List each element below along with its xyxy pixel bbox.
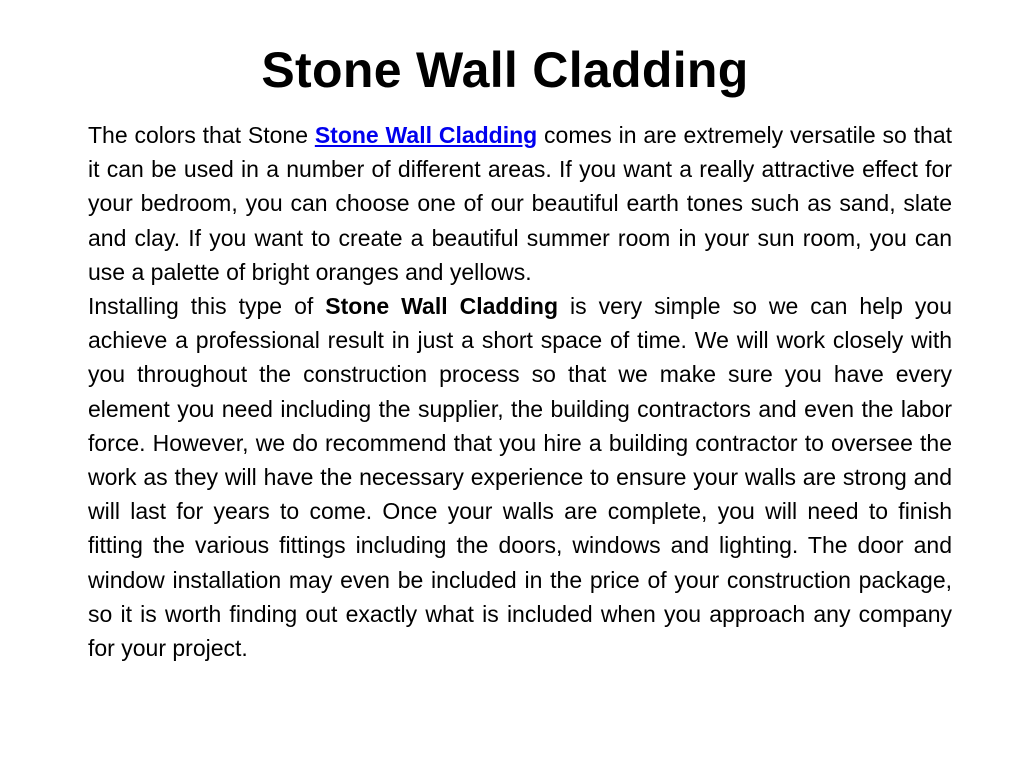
paragraph-installing	[88, 289, 952, 665]
stone-wall-cladding-link[interactable]: Stone Wall Cladding	[314, 122, 538, 148]
paragraph-1-intro: The colors that Stone	[88, 122, 315, 148]
paragraph-1-body: comes in are extremely versatile so that it can be used in a number of different areas. If you want a really attractive effect for your bedroom, you can choose one of our beautiful earth tones such as sand, slate and clay. If you want to create a beautiful summer room in your sun room, you can use a palette of bright oranges and yellows.	[88, 122, 952, 285]
stone-wall-cladding-keyword: Stone Wall Cladding	[325, 293, 559, 320]
paragraph-2-body: is very simple so we can help you achieve a professional result in just a short space of time. We will work closely with you throughout the construction process so that we make sure you have every element you need including the supplier, the building contractors and even the labor force. However, we do recommend that you hire a building contractor to oversee the work as they will have the necessary experience to ensure your walls are strong and will last for years to come. Once your walls are complete, you will need to finish fitting the various fittings including the doors, windows and lighting. The door and window installation may even be included in the price of your construction package, so it is worth finding out exactly what is included when you approach any company for your project.	[88, 293, 952, 662]
article-body	[88, 118, 952, 665]
paragraph-colors	[88, 118, 952, 289]
paragraph-2-intro: Installing this type of	[88, 293, 326, 320]
page-title: Stone Wall Cladding	[261, 42, 749, 98]
